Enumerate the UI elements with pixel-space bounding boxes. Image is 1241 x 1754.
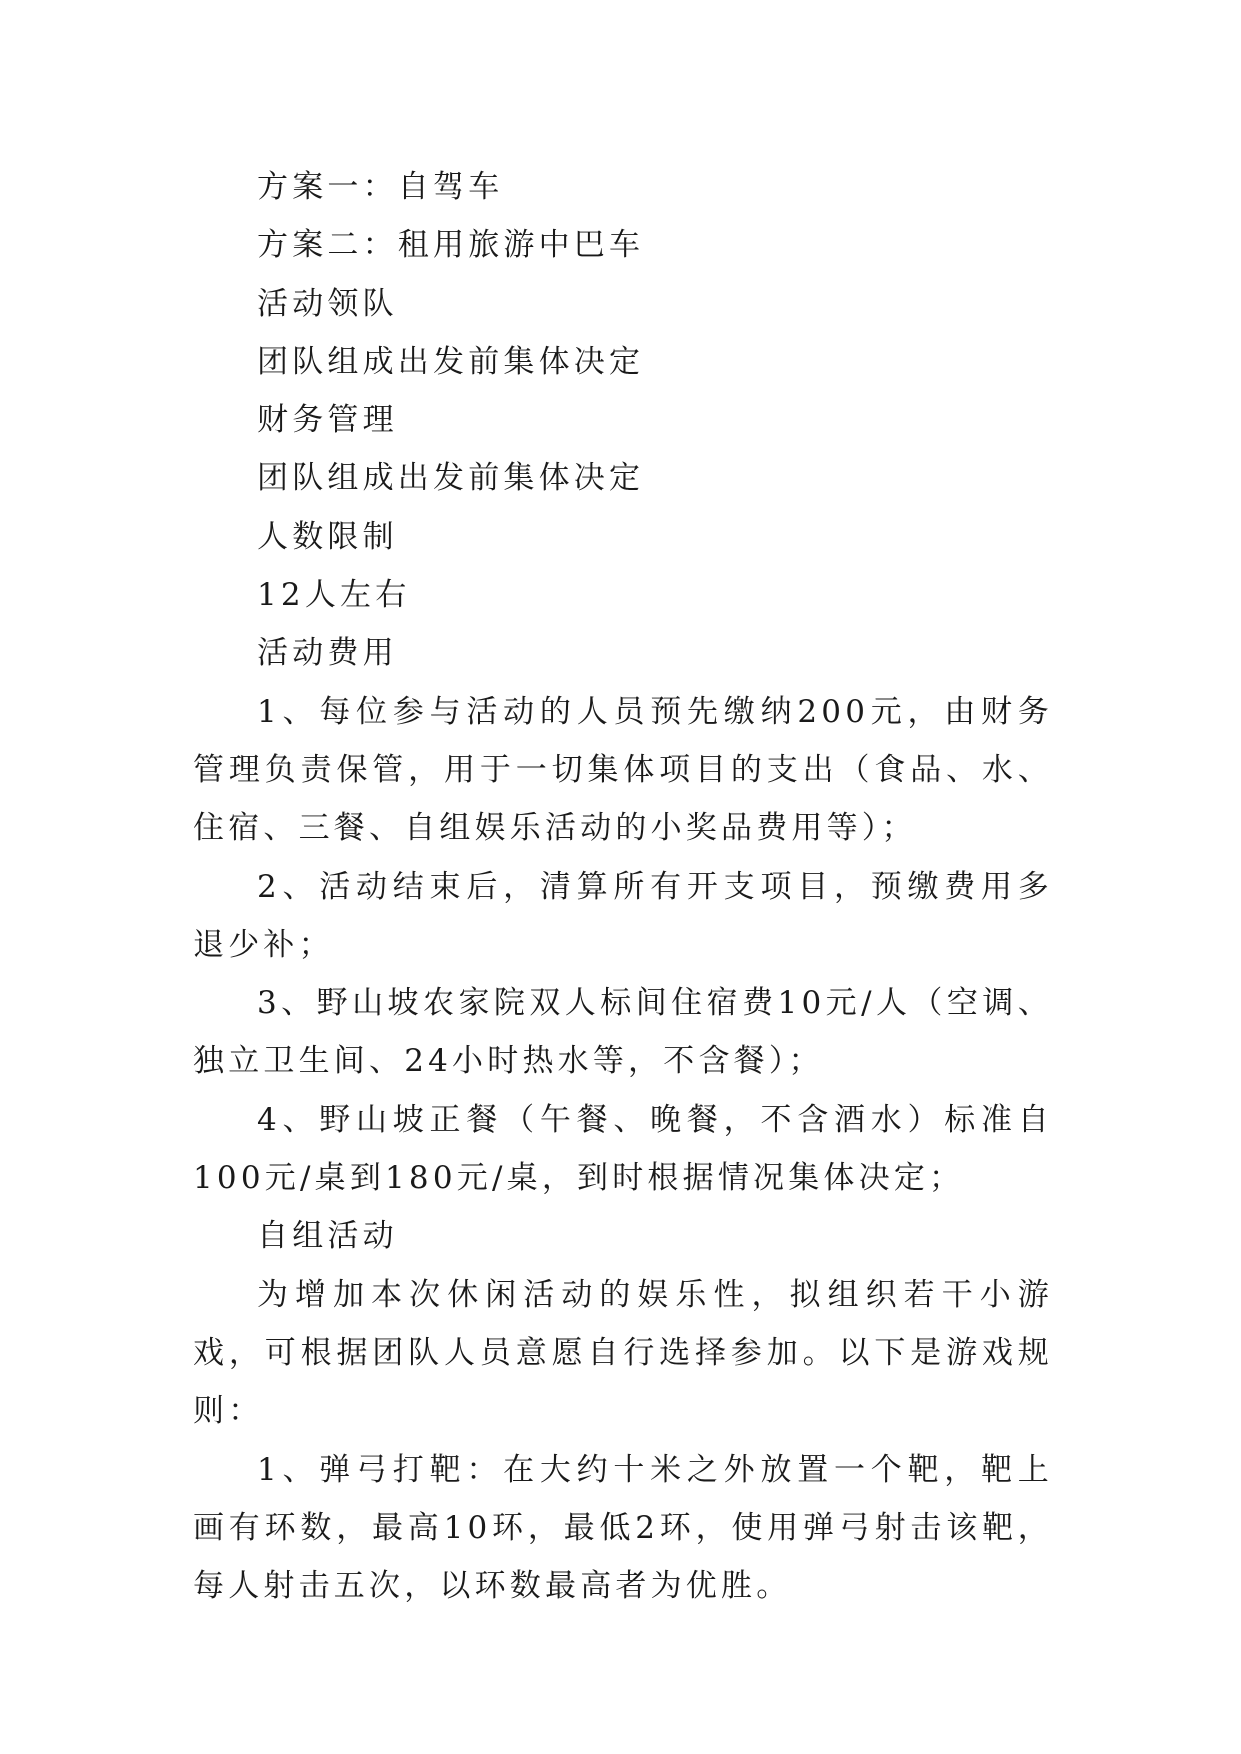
document-body xyxy=(193,158,1053,1615)
cost-item-1: 1、每位参与活动的人员预先缴纳200元，由财务管理负责保管，用于一切集体项目的支出（食品、水、住宿、三餐、自组娱乐活动的小奖品费用等）； xyxy=(193,693,1053,847)
section-heading-cost: 活动费用 xyxy=(257,635,398,672)
finance-text: 团队组成出发前集体决定 xyxy=(257,460,645,497)
leader-text: 团队组成出发前集体决定 xyxy=(257,343,645,380)
section-heading-activities: 自组活动 xyxy=(257,1218,398,1255)
cost-item-4: 4、野山坡正餐（午餐、晚餐，不含酒水）标准自100元/桌到180元/桌，到时根据情况集体决定； xyxy=(193,1101,1053,1197)
section-heading-headcount: 人数限制 xyxy=(257,518,398,555)
activities-intro: 为增加本次休闲活动的娱乐性，拟组织若干小游戏，可根据团队人员意愿自行选择参加。以下是游戏规则： xyxy=(193,1276,1053,1430)
game-rule-1: 1、弹弓打靶：在大约十米之外放置一个靶，靶上画有环数，最高10环，最低2环，使用弹弓射击该靶，每人射击五次，以环数最高者为优胜。 xyxy=(193,1451,1053,1605)
section-heading-finance: 财务管理 xyxy=(257,402,398,439)
plan-two-line: 方案二：租用旅游中巴车 xyxy=(257,227,645,264)
cost-item-2: 2、活动结束后，清算所有开支项目，预缴费用多退少补； xyxy=(193,868,1053,963)
cost-item-3: 3、野山坡农家院双人标间住宿费10元/人（空调、独立卫生间、24小时热水等，不含餐）； xyxy=(193,985,1053,1080)
plan-one-line: 方案一：自驾车 xyxy=(257,169,504,205)
section-heading-leader: 活动领队 xyxy=(257,285,398,322)
headcount-text: 12人左右 xyxy=(257,577,411,614)
